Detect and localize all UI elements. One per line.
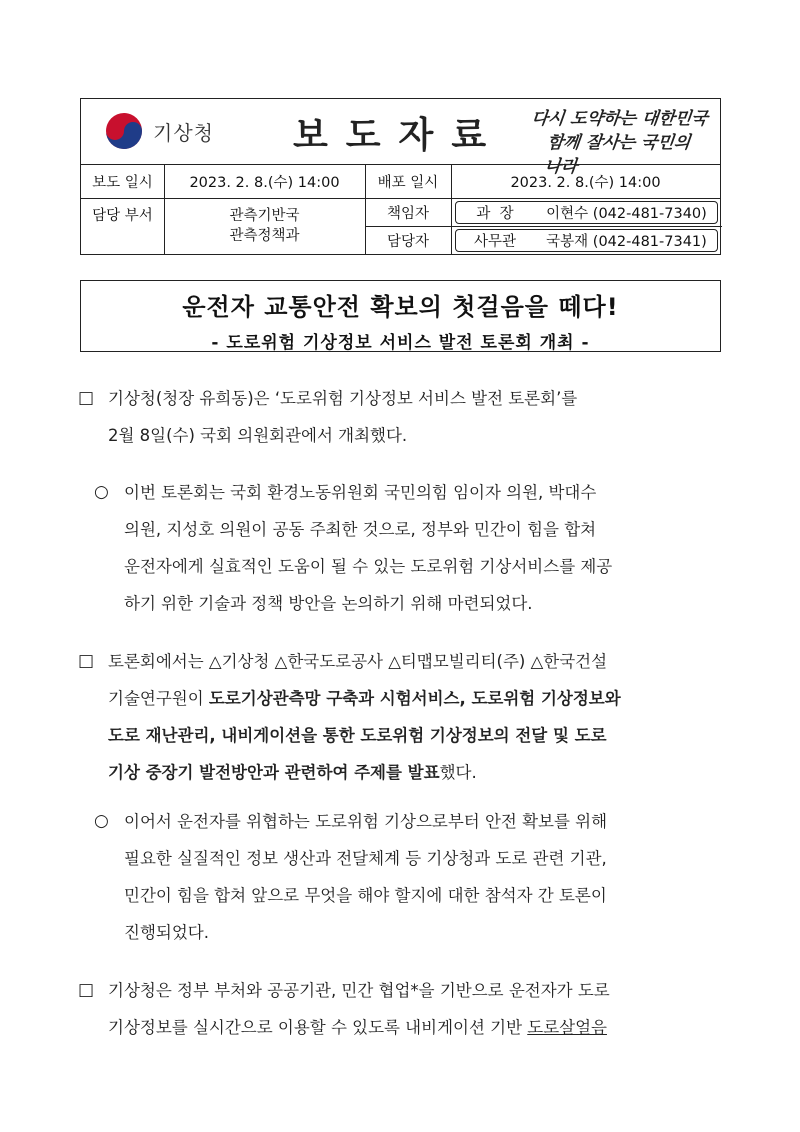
release-value: 2023. 2. 8.(수) 14:00: [189, 175, 340, 191]
headline-box: [80, 280, 721, 352]
agency-name: 기상청: [153, 121, 214, 145]
bold-text-run: 도로기상관측망 구축과 시험서비스, 도로위험 기상정보와: [208, 689, 621, 708]
text-line: 토론회에서는 △기상청 △한국도로공사 △티맵모빌리티(주) △한국건설: [108, 652, 608, 671]
text-line: 이어서 운전자를 위협하는 도로위험 기상으로부터 안전 확보를 위해: [124, 812, 608, 831]
text-line: 필요한 실질적인 정보 생산과 전달체계 등 기상청과 도로 관련 기관,: [124, 849, 607, 868]
text-line: 운전자에게 실효적인 도움이 될 수 있는 도로위험 기상서비스를 제공: [124, 557, 613, 576]
text-line: 진행되었다.: [124, 923, 209, 942]
dept-line-1: 관측기반국: [229, 208, 300, 224]
text-line: 2월 8일(수) 국회 의원회관에서 개최했다.: [108, 426, 408, 445]
chief-contact: 이현수 (042-481-7340): [546, 205, 707, 222]
square-bullet: □: [78, 388, 95, 408]
distribution-value: 2023. 2. 8.(수) 14:00: [510, 175, 661, 191]
circle-bullet: ○: [94, 811, 109, 831]
sub-headline: - 도로위험 기상정보 서비스 발전 토론회 개최 -: [211, 333, 590, 353]
release-label: 보도 일시: [92, 175, 153, 191]
taegeuk-logo-icon: [103, 111, 145, 151]
header-top-row: [81, 99, 720, 177]
agency-logo: [103, 111, 253, 151]
text-run: 했다.: [439, 763, 477, 782]
staff-contact: 국봉재 (042-481-7341): [546, 233, 707, 250]
text-line: 기상청은 정부 부처와 공공기관, 민간 협업*을 기반으로 운전자가 도로: [108, 981, 610, 1000]
square-bullet: □: [78, 980, 95, 1000]
text-run: 기술연구원이: [108, 689, 209, 708]
dept-value: [164, 198, 365, 254]
text-line: 의원, 지성호 의원이 공동 주최한 것으로, 정부와 민간이 힘을 합쳐: [124, 520, 597, 539]
dept-label: 담당 부서: [92, 208, 153, 224]
staff-title: 사무관: [473, 233, 517, 250]
text-run: 기상정보를 실시간으로 이용할 수 있도록 내비게이션 기반: [108, 1018, 528, 1037]
doc-type-title: 보도자료: [293, 114, 505, 156]
distribution-label: 배포 일시: [377, 175, 439, 191]
slogan-line-2: 함께 잘사는 국민의 나라: [543, 133, 692, 177]
text-line: 민간이 힘을 합쳐 앞으로 무엇을 해야 할지에 대한 참석자 간 토론이: [124, 886, 607, 905]
headline: 운전자 교통안전 확보의 첫걸음을 떼다!: [182, 293, 619, 321]
paragraph-4: [94, 803, 724, 951]
paragraph-3: [78, 643, 720, 791]
dept-line-2: 관측정책과: [229, 228, 300, 244]
bold-text-line: 도로 재난관리, 내비게이션을 통한 도로위험 기상정보의 전달 및 도로: [108, 726, 607, 745]
text-line: 기상청(청장 유희동)은 ‘도로위험 기상정보 서비스 발전 토론회’를: [108, 389, 578, 408]
paragraph-2: [94, 474, 724, 622]
slogan-line-1: 다시 도약하는 대한민국: [530, 109, 709, 129]
chief-label: 책임자: [386, 205, 430, 222]
chief-title: 과 장: [476, 205, 514, 222]
circle-bullet: ○: [94, 482, 109, 502]
square-bullet: □: [78, 651, 95, 671]
text-line: [108, 680, 720, 717]
paragraph-1: [78, 380, 720, 454]
text-line: [108, 1009, 720, 1046]
text-line: [108, 754, 720, 791]
text-line: 이번 토론회는 국회 환경노동위원회 국민의힘 임이자 의원, 박대수: [124, 483, 597, 502]
staff-label: 담당자: [386, 233, 430, 250]
bold-text-run: 기상 중장기 발전방안과 관련하여 주제를 발표: [108, 763, 440, 782]
paragraph-5: [78, 972, 720, 1046]
press-release-header: [80, 98, 721, 255]
underlined-text-run: 도로살얼음: [527, 1018, 607, 1037]
text-line: 하기 위한 기술과 정책 방안을 논의하기 위해 마련되었다.: [124, 594, 533, 613]
